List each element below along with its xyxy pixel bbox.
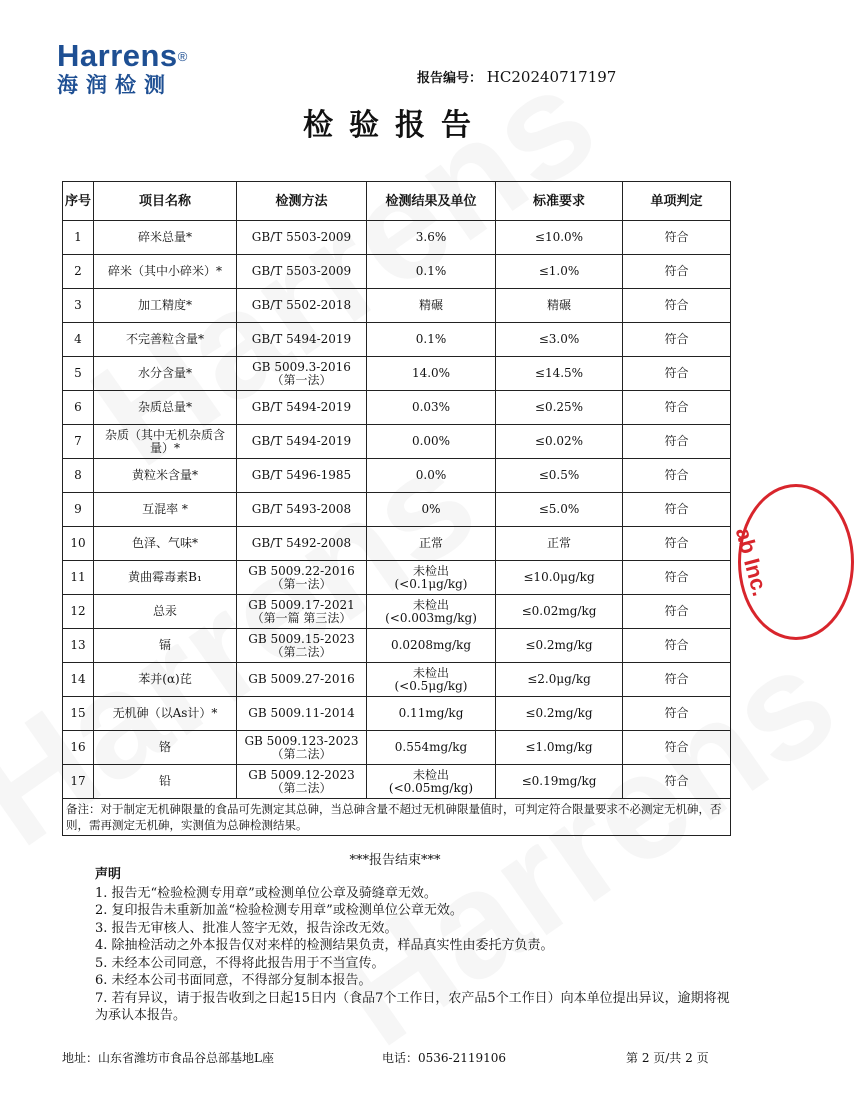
verdict-text: 符合 <box>664 638 689 652</box>
verdict-text: 符合 <box>664 774 689 788</box>
standard-requirement-text: 正常 <box>546 536 571 550</box>
test-method <box>237 323 367 357</box>
table-note: 备注：对于制定无机砷限量的食品可先测定其总砷，当总砷含量不超过无机砷限量值时，可判定符合限量要求不必测定无机砷，否则，需再测定无机砷，实测值为总砷检测结果。 <box>63 799 731 836</box>
test-method-text: （第二法） <box>271 746 332 761</box>
item-name-text: 铬 <box>158 740 171 754</box>
verdict-text: 符合 <box>664 230 689 244</box>
verdict <box>623 459 731 493</box>
verdict <box>623 323 731 357</box>
item-name <box>94 527 237 561</box>
standard-requirement-text: ≤14.5% <box>534 366 584 380</box>
test-result <box>367 323 496 357</box>
test-method <box>237 221 367 255</box>
registered-mark: ® <box>177 49 188 64</box>
table-row <box>63 527 731 561</box>
standard-requirement-text: ≤3.0% <box>538 332 580 346</box>
row-number-text: 2 <box>74 264 82 278</box>
standard-requirement <box>496 663 623 697</box>
item-name <box>94 425 237 459</box>
test-result-text: 精碾 <box>418 298 443 312</box>
row-number-text: 5 <box>74 366 82 380</box>
verdict <box>623 357 731 391</box>
test-method-text: GB/T 5493-2008 <box>251 502 352 516</box>
verdict <box>623 561 731 595</box>
verdict-text: 符合 <box>664 332 689 346</box>
table-row <box>63 221 731 255</box>
standard-requirement-text: ≤0.2mg/kg <box>525 638 593 652</box>
table-row <box>63 255 731 289</box>
test-result <box>367 255 496 289</box>
verdict <box>623 221 731 255</box>
standard-requirement <box>496 323 623 357</box>
standard-requirement <box>496 561 623 595</box>
standard-requirement <box>496 221 623 255</box>
test-method-text: GB/T 5503-2009 <box>251 230 352 244</box>
table-row <box>63 459 731 493</box>
item-name <box>94 629 237 663</box>
verdict-text: 符合 <box>664 468 689 482</box>
test-method <box>237 357 367 391</box>
test-method <box>237 663 367 697</box>
declaration-item: 6. 未经本公司书面同意，不得部分复制本报告。 <box>95 973 372 988</box>
row-number-text: 7 <box>74 434 82 448</box>
verdict <box>623 663 731 697</box>
item-name <box>94 493 237 527</box>
test-method-text: GB 5009.12-2023 <box>248 767 355 782</box>
header-verdict: 单项判定 <box>623 182 731 221</box>
verdict <box>623 425 731 459</box>
table-row <box>63 357 731 391</box>
row-number-text: 4 <box>74 332 82 346</box>
seal-text: ab Inc. <box>730 525 774 599</box>
standard-requirement <box>496 697 623 731</box>
item-name <box>94 221 237 255</box>
row-number-text: 13 <box>70 638 86 652</box>
test-method-text: （第一篇 第三法） <box>251 610 352 625</box>
item-name <box>94 595 237 629</box>
footer-phone: 电话：0536-2119106 <box>382 1051 507 1065</box>
row-number-text: 11 <box>70 570 86 584</box>
item-name-text: 碎米（其中小碎米）* <box>107 264 222 278</box>
row-number-text: 8 <box>74 468 82 482</box>
item-name-text: 杂质总量* <box>137 400 192 414</box>
test-result-text: 0.0% <box>415 468 447 482</box>
item-name-text: 黄粒米含量* <box>131 468 198 482</box>
row-number <box>63 289 94 323</box>
header-result: 检测结果及单位 <box>367 182 496 221</box>
test-result <box>367 663 496 697</box>
verdict-text: 符合 <box>664 706 689 720</box>
verdict-text: 符合 <box>664 570 689 584</box>
table-row <box>63 493 731 527</box>
standard-requirement <box>496 595 623 629</box>
test-method-text: （第一法） <box>271 576 332 591</box>
table-row <box>63 561 731 595</box>
report-number <box>417 67 616 86</box>
standard-requirement <box>496 391 623 425</box>
test-result-text: 0.554mg/kg <box>394 740 468 754</box>
item-name <box>94 731 237 765</box>
row-number-text: 17 <box>70 774 86 788</box>
test-result-text: 0.11mg/kg <box>398 706 464 720</box>
standard-requirement <box>496 255 623 289</box>
verdict-text: 符合 <box>664 536 689 550</box>
test-result <box>367 595 496 629</box>
verdict <box>623 697 731 731</box>
header-method: 检测方法 <box>237 182 367 221</box>
item-name-text: 互混率 * <box>142 502 188 516</box>
table-row <box>63 629 731 663</box>
test-method-text: GB 5009.22-2016 <box>248 563 355 578</box>
test-result <box>367 527 496 561</box>
test-method-text: GB/T 5492-2008 <box>251 536 352 550</box>
test-result-text: 0% <box>421 502 441 516</box>
row-number <box>63 561 94 595</box>
row-number-text: 10 <box>70 536 86 550</box>
declaration-item: 5. 未经本公司同意，不得将此报告用于不当宣传。 <box>95 955 385 971</box>
test-result-text: 0.1% <box>415 332 447 346</box>
test-method <box>237 731 367 765</box>
table-header-row <box>63 182 731 221</box>
test-method-text: GB/T 5494-2019 <box>251 434 352 448</box>
standard-requirement-text: ≤0.02mg/kg <box>521 604 597 618</box>
test-method-text: GB 5009.15-2023 <box>248 631 355 646</box>
test-method-text: GB/T 5503-2009 <box>251 264 352 278</box>
table-row <box>63 425 731 459</box>
test-result <box>367 629 496 663</box>
standard-requirement-text: ≤1.0mg/kg <box>525 740 593 754</box>
item-name-text: 水分含量* <box>137 366 192 380</box>
standard-requirement-text: ≤0.25% <box>534 400 584 414</box>
standard-requirement-text: ≤5.0% <box>538 502 580 516</box>
test-result <box>367 561 496 595</box>
standard-requirement <box>496 425 623 459</box>
test-result-text: 0.1% <box>415 264 447 278</box>
row-number-text: 15 <box>70 706 86 720</box>
test-method-text: （第二法） <box>271 780 332 795</box>
logo-english: Harrens <box>57 38 178 73</box>
standard-requirement <box>496 289 623 323</box>
test-method <box>237 425 367 459</box>
verdict-text: 符合 <box>664 672 689 686</box>
row-number <box>63 765 94 799</box>
item-name-text: 无机砷（以As计）* <box>112 706 218 720</box>
item-name <box>94 289 237 323</box>
test-method-text: （第二法） <box>271 644 332 659</box>
table-row <box>63 731 731 765</box>
item-name <box>94 459 237 493</box>
verdict <box>623 527 731 561</box>
standard-requirement <box>496 731 623 765</box>
row-number-text: 12 <box>70 604 86 618</box>
item-name-text: 苯并(α)芘 <box>138 672 192 686</box>
row-number <box>63 459 94 493</box>
row-number <box>63 493 94 527</box>
item-name <box>94 561 237 595</box>
test-result <box>367 289 496 323</box>
test-result-text: 0.00% <box>411 434 451 448</box>
row-number-text: 9 <box>74 502 82 516</box>
test-method <box>237 629 367 663</box>
item-name-text: 铅 <box>158 774 171 788</box>
verdict-text: 符合 <box>664 298 689 312</box>
declaration-item: 4. 除抽检活动之外本报告仅对来样的检测结果负责，样品真实性由委托方负责。 <box>95 938 554 953</box>
report-number-label: 报告编号： <box>417 71 483 86</box>
standard-requirement <box>496 527 623 561</box>
row-number-text: 1 <box>74 230 82 244</box>
declaration-item: 1. 报告无“检验检测专用章”或检测单位公章及骑缝章无效。 <box>95 885 437 901</box>
logo-chinese: 海润检测 <box>57 73 173 97</box>
test-result-text: (<0.05mg/kg) <box>388 780 474 795</box>
test-result-text: 0.03% <box>411 400 451 414</box>
header-item: 项目名称 <box>94 182 237 221</box>
verdict <box>623 629 731 663</box>
declaration <box>95 866 735 1025</box>
test-method <box>237 255 367 289</box>
test-result <box>367 357 496 391</box>
test-result <box>367 425 496 459</box>
item-name <box>94 357 237 391</box>
row-number-text: 3 <box>74 298 82 312</box>
standard-requirement <box>496 493 623 527</box>
standard-requirement-text: ≤0.5% <box>538 468 580 482</box>
test-method-text: GB/T 5494-2019 <box>251 400 352 414</box>
report-number-value: HC20240717197 <box>486 68 617 86</box>
verdict <box>623 493 731 527</box>
test-result-text: 14.0% <box>411 366 451 380</box>
test-result-text: 3.6% <box>415 230 447 244</box>
test-result-text: 0.0208mg/kg <box>390 638 472 652</box>
test-method-text: GB/T 5494-2019 <box>251 332 352 346</box>
test-result <box>367 391 496 425</box>
table-row <box>63 289 731 323</box>
note-row <box>63 799 731 836</box>
row-number <box>63 527 94 561</box>
item-name-text: 碎米总量* <box>137 230 192 244</box>
test-result-text: 未检出 <box>412 563 449 578</box>
declaration-item: 3. 报告无审核人、批准人签字无效，报告涂改无效。 <box>95 920 398 936</box>
standard-requirement-text: ≤10.0μg/kg <box>523 570 595 584</box>
verdict <box>623 255 731 289</box>
verdict <box>623 731 731 765</box>
verdict <box>623 391 731 425</box>
declaration-item: 2. 复印报告未重新加盖“检验检测专用章”或检测单位公章无效。 <box>95 903 463 918</box>
test-method <box>237 697 367 731</box>
test-method-text: （第一法） <box>271 372 332 387</box>
test-result <box>367 493 496 527</box>
test-method <box>237 765 367 799</box>
item-name-text: 镉 <box>158 638 171 652</box>
results-table <box>62 181 731 836</box>
item-name-text: 色泽、气味* <box>131 536 198 550</box>
standard-requirement <box>496 357 623 391</box>
verdict-text: 符合 <box>664 264 689 278</box>
item-name-text: 黄曲霉毒素B₁ <box>128 570 202 584</box>
verdict <box>623 289 731 323</box>
test-method <box>237 561 367 595</box>
item-name <box>94 255 237 289</box>
footer-address: 地址：山东省潍坊市食品谷总部基地L座 <box>62 1051 274 1065</box>
test-result-text: (<0.1μg/kg) <box>394 576 468 591</box>
test-method <box>237 459 367 493</box>
verdict <box>623 765 731 799</box>
standard-requirement-text: ≤0.02% <box>534 434 584 448</box>
document-title: 检验报告 <box>303 108 487 143</box>
item-name <box>94 323 237 357</box>
test-method-text: GB 5009.123-2023 <box>244 733 359 748</box>
test-result <box>367 459 496 493</box>
test-result-text: 正常 <box>418 536 443 550</box>
verdict-text: 符合 <box>664 366 689 380</box>
verdict-text: 符合 <box>664 740 689 754</box>
row-number <box>63 663 94 697</box>
verdict-text: 符合 <box>664 400 689 414</box>
header-standard: 标准要求 <box>496 182 623 221</box>
test-result-text: (<0.5μg/kg) <box>394 678 468 693</box>
item-name-text: 杂质（其中无机杂质含量）* <box>104 427 225 455</box>
test-method-text: GB/T 5496-1985 <box>251 468 352 482</box>
item-name-text: 加工精度* <box>137 298 192 312</box>
item-name <box>94 765 237 799</box>
company-logo <box>57 40 188 98</box>
row-number <box>63 323 94 357</box>
standard-requirement-text: ≤0.19mg/kg <box>521 774 597 788</box>
table-row <box>63 595 731 629</box>
test-result-text: 未检出 <box>412 597 449 612</box>
row-number <box>63 731 94 765</box>
test-result <box>367 731 496 765</box>
test-result <box>367 221 496 255</box>
declaration-item: 7. 若有异议，请于报告收到之日起15日内（食品7个工作日，农产品5个工作日）向本单位提出异议，逾期将视为承认本报告。 <box>95 990 730 1023</box>
table-row <box>63 323 731 357</box>
test-method <box>237 595 367 629</box>
row-number <box>63 697 94 731</box>
standard-requirement-text: 精碾 <box>546 298 571 312</box>
row-number <box>63 595 94 629</box>
test-result-text: (<0.003mg/kg) <box>385 610 477 625</box>
item-name-text: 总汞 <box>152 604 177 618</box>
test-method <box>237 527 367 561</box>
verdict-text: 符合 <box>664 604 689 618</box>
standard-requirement <box>496 629 623 663</box>
verdict-text: 符合 <box>664 434 689 448</box>
standard-requirement-text: ≤1.0% <box>538 264 580 278</box>
test-result-text: 未检出 <box>412 665 449 680</box>
verdict <box>623 595 731 629</box>
standard-requirement-text: ≤2.0μg/kg <box>527 672 591 686</box>
standard-requirement-text: ≤0.2mg/kg <box>525 706 593 720</box>
header-no: 序号 <box>63 182 94 221</box>
test-method-text: GB/T 5502-2018 <box>251 298 352 312</box>
row-number <box>63 357 94 391</box>
test-method-text: GB 5009.27-2016 <box>248 672 355 686</box>
row-number <box>63 629 94 663</box>
table-row <box>63 391 731 425</box>
row-number <box>63 221 94 255</box>
test-result <box>367 697 496 731</box>
item-name-text: 不完善粒含量* <box>125 332 204 346</box>
standard-requirement <box>496 765 623 799</box>
test-method <box>237 493 367 527</box>
test-method-text: GB 5009.11-2014 <box>248 706 355 720</box>
item-name <box>94 391 237 425</box>
test-result <box>367 765 496 799</box>
test-method <box>237 391 367 425</box>
standard-requirement <box>496 459 623 493</box>
row-number <box>63 391 94 425</box>
table-row <box>63 697 731 731</box>
table-row <box>63 765 731 799</box>
seal-stamp <box>730 484 854 640</box>
row-number-text: 6 <box>74 400 82 414</box>
item-name <box>94 697 237 731</box>
row-number <box>63 255 94 289</box>
item-name <box>94 663 237 697</box>
test-result-text: 未检出 <box>412 767 449 782</box>
table-row <box>63 663 731 697</box>
test-method <box>237 289 367 323</box>
test-method-text: GB 5009.3-2016 <box>252 359 351 374</box>
report-end-mark: ***报告结束*** <box>349 853 441 868</box>
footer-page-number: 第 2 页/共 2 页 <box>626 1051 709 1065</box>
test-method-text: GB 5009.17-2021 <box>248 597 355 612</box>
verdict-text: 符合 <box>664 502 689 516</box>
declaration-title: 声明 <box>95 867 122 882</box>
row-number-text: 14 <box>70 672 86 686</box>
row-number-text: 16 <box>70 740 86 754</box>
row-number <box>63 425 94 459</box>
standard-requirement-text: ≤10.0% <box>534 230 584 244</box>
